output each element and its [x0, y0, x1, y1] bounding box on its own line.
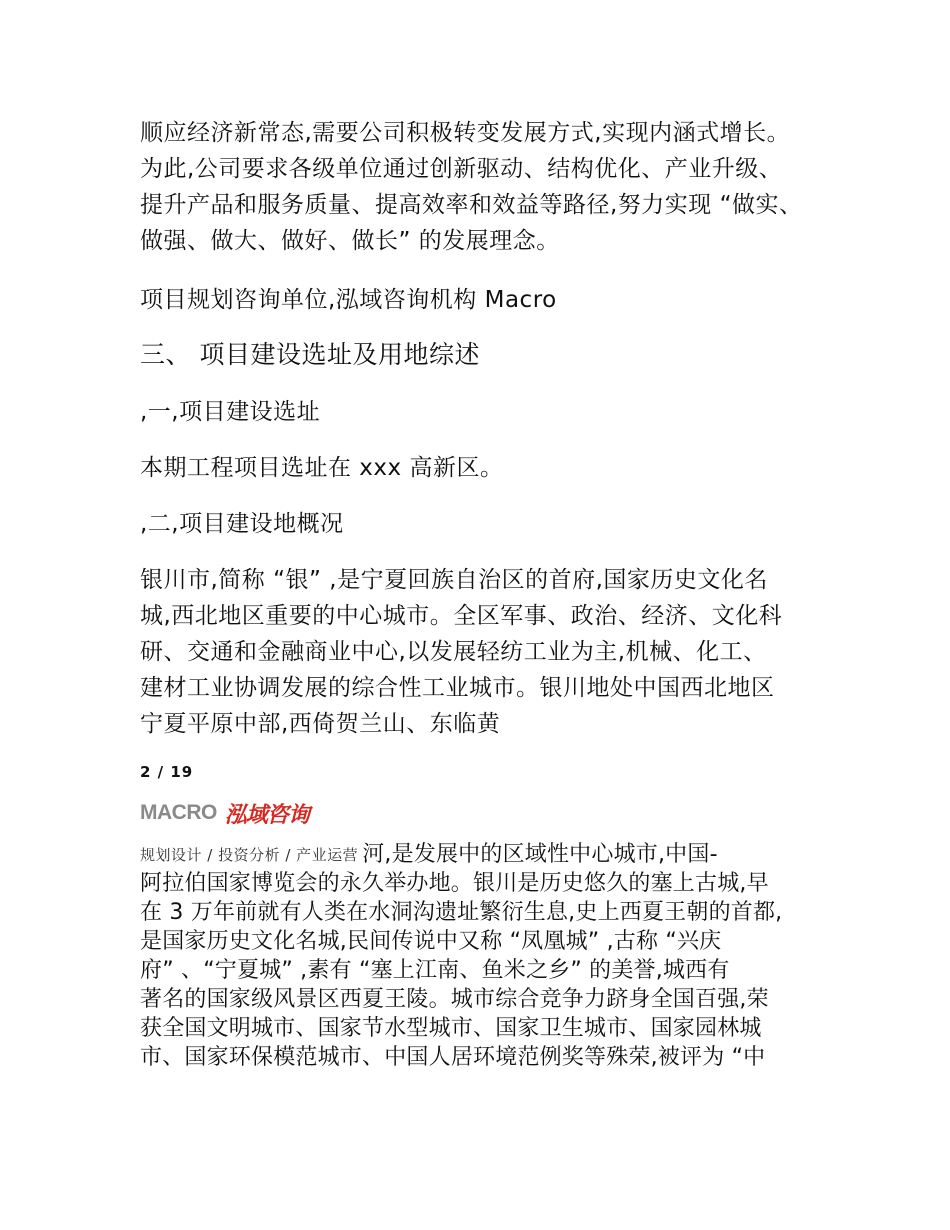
- paragraph-development-strategy: [140, 115, 830, 259]
- logo-cjk-text: 泓域咨询: [224, 802, 309, 828]
- text-line: 建材工业协调发展的综合性工业城市。银川地处中国西北地区: [140, 675, 775, 701]
- subheading-site-selection: ,一,项目建设选址: [140, 399, 321, 425]
- text-line: [140, 840, 830, 869]
- text-line: 提升产品和服务质量、提高效率和效益等路径,努力实现 “做实、: [140, 192, 803, 218]
- paragraph-yinchuan-overview: [140, 562, 830, 742]
- text-line: 获全国文明城市、国家节水型城市、国家卫生城市、国家园林城: [140, 1016, 762, 1041]
- text-line: 是国家历史文化名城,民间传说中又称 “凤凰城” ,古称 “兴庆: [140, 929, 722, 954]
- macro-logo: [140, 798, 309, 828]
- site-location-text: 本期工程项目选址在 xxx 高新区。: [140, 455, 504, 481]
- consultant-line: 项目规划咨询单位,泓域咨询机构 Macro: [140, 287, 557, 313]
- text-line: 阿拉伯国家博览会的永久举办地。银川是历史悠久的塞上古城,早: [140, 871, 769, 896]
- text-line: 做强、做大、做好、做长” 的发展理念。: [140, 228, 560, 254]
- text-line: 为此,公司要求各级单位通过创新驱动、结构优化、产业升级、: [140, 156, 783, 182]
- text-line: 研、交通和金融商业中心,以发展轻纺工业为主,机械、化工、: [140, 639, 767, 665]
- text-line: 顺应经济新常态,需要公司积极转变发展方式,实现内涵式增长。: [140, 120, 791, 146]
- text-line: 宁夏平原中部,西倚贺兰山、东临黄: [140, 711, 501, 737]
- company-tagline: 规划设计 / 投资分析 / 产业运营: [140, 846, 359, 864]
- text-line: 市、国家环保模范城市、中国人居环境范例奖等殊荣,被评为 “中: [140, 1045, 766, 1070]
- paragraph-yinchuan-history: [140, 840, 830, 1072]
- subheading-site-overview: ,二,项目建设地概况: [140, 511, 344, 537]
- text-line-continuation: 河,是发展中的区域性中心城市,中国-: [362, 842, 718, 867]
- text-line: 银川市,简称 “银” ,是宁夏回族自治区的首府,国家历史文化名: [140, 567, 768, 593]
- logo-latin-text: MACRO: [140, 801, 217, 824]
- page-number: 2 / 19: [140, 763, 194, 781]
- text-line: 在 3 万年前就有人类在水洞沟遗址繁衍生息,史上西夏王朝的首都,: [140, 900, 783, 925]
- text-line: 府” 、“宁夏城” ,素有 “塞上江南、鱼米之乡” 的美誉,城西有: [140, 958, 730, 983]
- text-line: 著名的国家级风景区西夏王陵。城市综合竞争力跻身全国百强,荣: [140, 987, 769, 1012]
- section-heading: 三、 项目建设选址及用地综述: [140, 340, 480, 369]
- text-line: 城,西北地区重要的中心城市。全区军事、政治、经济、文化科: [140, 603, 783, 629]
